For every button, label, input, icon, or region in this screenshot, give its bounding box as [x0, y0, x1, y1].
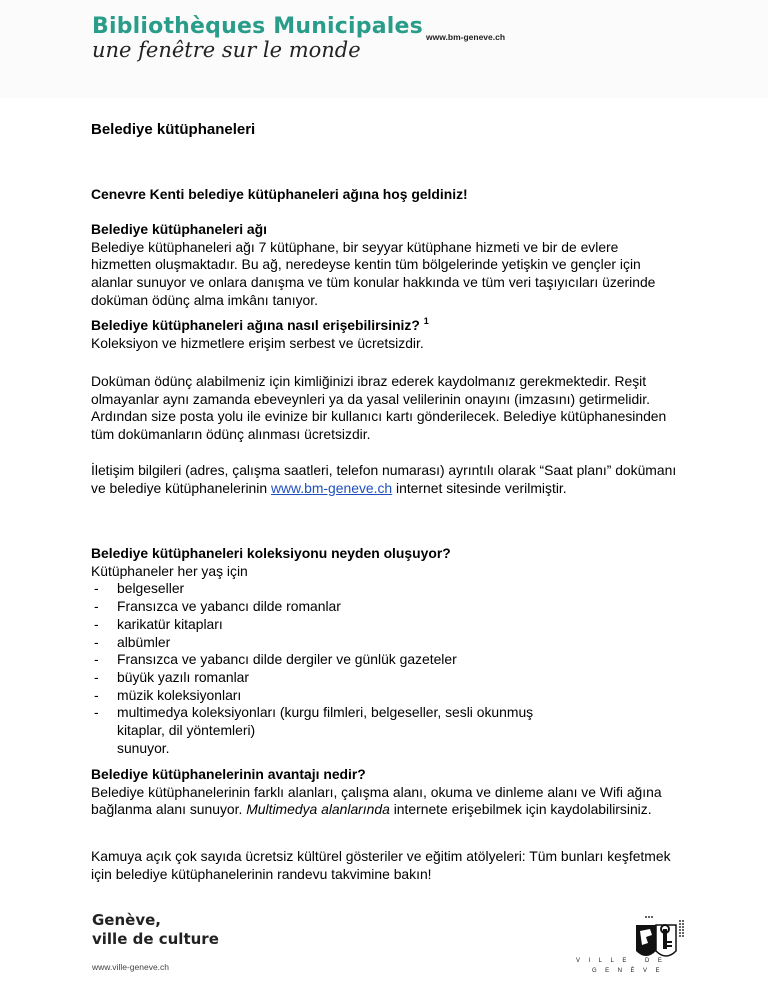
section-access-contact	[91, 462, 681, 497]
list-item: - Fransızca ve yabancı dilde romanlar	[91, 598, 681, 616]
footer-title-line: ville de culture	[92, 930, 219, 948]
collection-tail: sunuyor.	[117, 739, 170, 756]
list-item: - müzik koleksiyonları	[91, 687, 681, 705]
section-collection	[91, 545, 681, 757]
section-heading	[91, 317, 681, 335]
welcome-block	[91, 186, 681, 204]
advantages-text-italic: Multimedya alanlarında	[246, 801, 390, 818]
page-title: Belediye kütüphaneleri	[91, 121, 256, 138]
contact-text-before: İletişim bilgileri (adres, çalışma saatleri, telefon numarası) ayrıntılı olarak “Saat planı” dokümanı ve belediye kütüphanelerinin	[91, 462, 677, 496]
advantages-text-before: Belediye kütüphanelerinin farklı alanları, çalışma alanı, okuma ve dinleme alanı ve Wifi ağına bağlanma alanı sunuyor.	[91, 783, 662, 818]
contact-paragraph	[91, 462, 681, 497]
list-item: - karikatür kitapları	[91, 616, 681, 634]
section-heading: Belediye kütüphanelerinin avantajı nedir?	[91, 766, 366, 782]
list-item: - albümler	[91, 634, 681, 652]
section-access-loan	[91, 373, 681, 444]
list-item: - belgeseller	[91, 580, 681, 598]
loan-paragraph: Doküman ödünç alabilmeniz için kimliğinizi ibraz ederek kaydolmanız gerekmektedir. Reşit olmayanlar aynı zamanda ebeveynleri ya da yasal velilerinin onayını (imzasını) getirmelidir. Ardından size posta yolu ile evinize bir kullanıcı kartı gönderilecek. Belediye kütüphanesinden tüm dokümanların ödünç alınması ücretsizdir.	[91, 373, 667, 443]
list-item: - büyük yazılı romanlar	[91, 669, 681, 687]
section-events	[91, 848, 681, 883]
advantages-body	[91, 784, 681, 819]
footer-title	[92, 911, 219, 949]
footnote-mark: 1	[423, 316, 429, 326]
section-access	[91, 317, 681, 352]
section-heading: Belediye kütüphaneleri ağı	[91, 221, 268, 237]
footer-title-line: Genève,	[92, 911, 161, 929]
list-item: - Fransızca ve yabancı dilde dergiler ve günlük gazeteler	[91, 651, 681, 669]
section-network	[91, 221, 681, 310]
collection-intro: Kütüphaneler her yaş için	[91, 562, 248, 579]
brand-title: Bibliothèques Municipales	[92, 14, 423, 39]
events-paragraph: Kamuya açık çok sayıda ücretsiz kültürel gösteriler ve eğitim atölyeleri: Tüm bunları keşfetmek için belediye kütüphanelerinin randevu takvimine bakın!	[91, 848, 671, 882]
list-item: - multimedya koleksiyonları (kurgu filmleri, belgeseller, sesli okunmuş kitaplar, dil yöntemleri)	[91, 704, 537, 739]
advantages-text-after: internete erişebilmek için kaydolabilirsiniz.	[389, 801, 652, 818]
contact-text-after: internet sitesinde verilmiştir.	[392, 479, 567, 496]
collection-list	[91, 580, 681, 739]
crest-caption: GENÈVE	[591, 968, 668, 974]
section-advantages	[91, 766, 681, 819]
header-url: www.bm-geneve.ch	[426, 32, 506, 42]
website-link[interactable]: www.bm-geneve.ch	[270, 479, 393, 496]
welcome-text: Cenevre Kenti belediye kütüphaneleri ağına hoş geldiniz!	[91, 186, 468, 202]
footer-url: www.ville-geneve.ch	[92, 962, 170, 972]
crest-caption: VILLE DE	[576, 958, 671, 964]
section-heading: Belediye kütüphaneleri koleksiyonu neyden oluşuyor?	[91, 545, 451, 561]
access-line: Koleksiyon ve hizmetlere erişim serbest ve ücretsizdir.	[91, 334, 424, 351]
brand-subtitle: une fenêtre sur le monde	[92, 38, 361, 62]
section-body: Belediye kütüphaneleri ağı 7 kütüphane, bir seyyar kütüphane hizmeti ve bir de evlere hizmetten oluşmaktadır. Bu ağ, neredeyse kentin tüm bölgelerinde yetişkin ve gençler için alanlar sunuyor ve onlara danışma ve tüm konular hakkında ve tüm veri taşıyıcıları üzerinde doküman ödünç alma imkânı tanıyor.	[91, 238, 656, 308]
access-heading-text: Belediye kütüphaneleri ağına nasıl erişebilirsiniz?	[91, 317, 420, 333]
